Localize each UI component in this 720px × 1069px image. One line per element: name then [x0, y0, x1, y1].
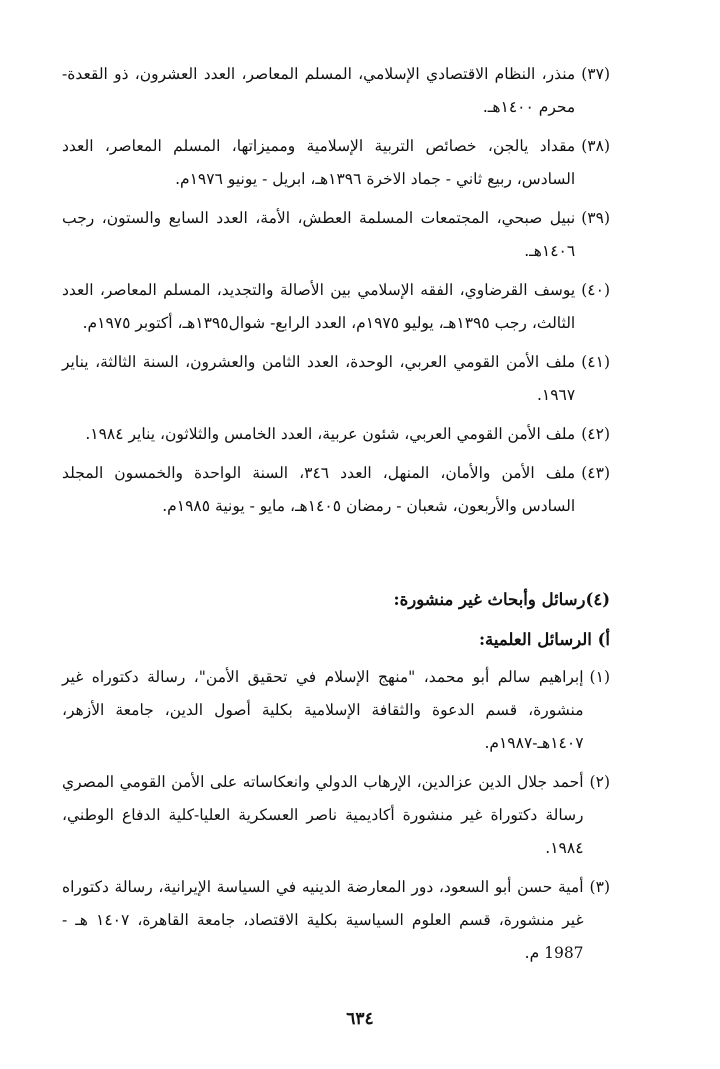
reference-number: (٤٠) — [581, 281, 610, 299]
thesis-1 — [62, 661, 610, 760]
section-heading: (٤)رسائل وأبحاث غير منشورة: — [393, 590, 610, 609]
reference-number: (٣٩) — [581, 209, 610, 227]
thesis-text: أمية حسن أبو السعود، دور المعارضة الدينيه في السياسة الإيرانية، رسالة دكتوراه غير منشورة، قسم العلوم السياسية بكلية الاقتصاد، جامعة القاهرة، ١٤٠٧ هـ - 1987 م. — [62, 878, 584, 962]
reference-40 — [62, 274, 610, 340]
thesis-3 — [62, 871, 610, 970]
reference-number: (٤١) — [581, 353, 610, 371]
thesis-text: أحمد جلال الدين عزالدين، الإرهاب الدولي وانعكاساته على الأمن القومي المصري رسالة دكتوراة غير منشورة أكاديمية ناصر العسكرية العليا-كلية الدفاع الوطني، ١٩٨٤. — [62, 773, 584, 857]
reference-text: نبيل صبحي، المجتمعات المسلمة العطش، الأمة، العدد السابع والستون، رجب ١٤٠٦هـ. — [62, 209, 576, 260]
reference-text: مقداد يالجن، خصائص التربية الإسلامية ومميزاتها، المسلم المعاصر، العدد السادس، ربيع ثاني - جماد الاخرة ١٣٩٦هـ، ابريل - يونيو ١٩٧٦م. — [62, 137, 576, 188]
thesis-number: (١) — [589, 668, 610, 686]
reference-number: (٤٢) — [581, 425, 610, 443]
reference-text: يوسف القرضاوي، الفقه الإسلامي بين الأصالة والتجديد، المسلم المعاصر، العدد الثالث، رجب ١٣٩٥هـ، يوليو ١٩٧٥م، العدد الرابع- شوال١٣٩٥هـ، أكتوبر ١٩٧٥م. — [62, 281, 576, 332]
page-content — [62, 58, 610, 976]
reference-number: (٣٨) — [581, 137, 610, 155]
reference-38 — [62, 130, 610, 196]
reference-text: ملف الأمن والأمان، المنهل، العدد ٣٤٦، السنة الواحدة والخمسون المجلد السادس والأربعون، شعبان - رمضان ١٤٠٥هـ، مايو - يونية ١٩٨٥م. — [62, 464, 576, 515]
thesis-number: (٣) — [589, 878, 610, 896]
reference-number: (٤٣) — [581, 464, 610, 482]
reference-text: ملف الأمن القومي العربي، شئون عربية، العدد الخامس والثلاثون، يناير ١٩٨٤. — [85, 425, 576, 443]
reference-37 — [62, 58, 610, 124]
reference-42 — [62, 418, 610, 451]
page-number: ٦٣٤ — [346, 1009, 374, 1029]
thesis-number: (٢) — [589, 773, 610, 791]
thesis-text: إبراهيم سالم أبو محمد، "منهج الإسلام في تحقيق الأمن"، رسالة دكتوراه غير منشورة، قسم الدعوة والثقافة الإسلامية بكلية أصول الدين، جامعة الأزهر، ١٤٠٧هـ-١٩٨٧م. — [62, 668, 584, 752]
thesis-2 — [62, 766, 610, 865]
reference-39 — [62, 202, 610, 268]
reference-43 — [62, 457, 610, 523]
subsection-heading: أ) الرسائل العلمية: — [478, 630, 610, 649]
reference-number: (٣٧) — [581, 65, 610, 83]
section-spacer — [62, 529, 610, 581]
reference-41 — [62, 346, 610, 412]
reference-text: منذر، النظام الاقتصادي الإسلامي، المسلم المعاصر، العدد العشرون، ذو القعدة- محرم ١٤٠٠هـ. — [62, 65, 576, 116]
reference-text: ملف الأمن القومي العربي، الوحدة، العدد الثامن والعشرون، السنة الثالثة، يناير ١٩٦٧. — [62, 353, 576, 404]
